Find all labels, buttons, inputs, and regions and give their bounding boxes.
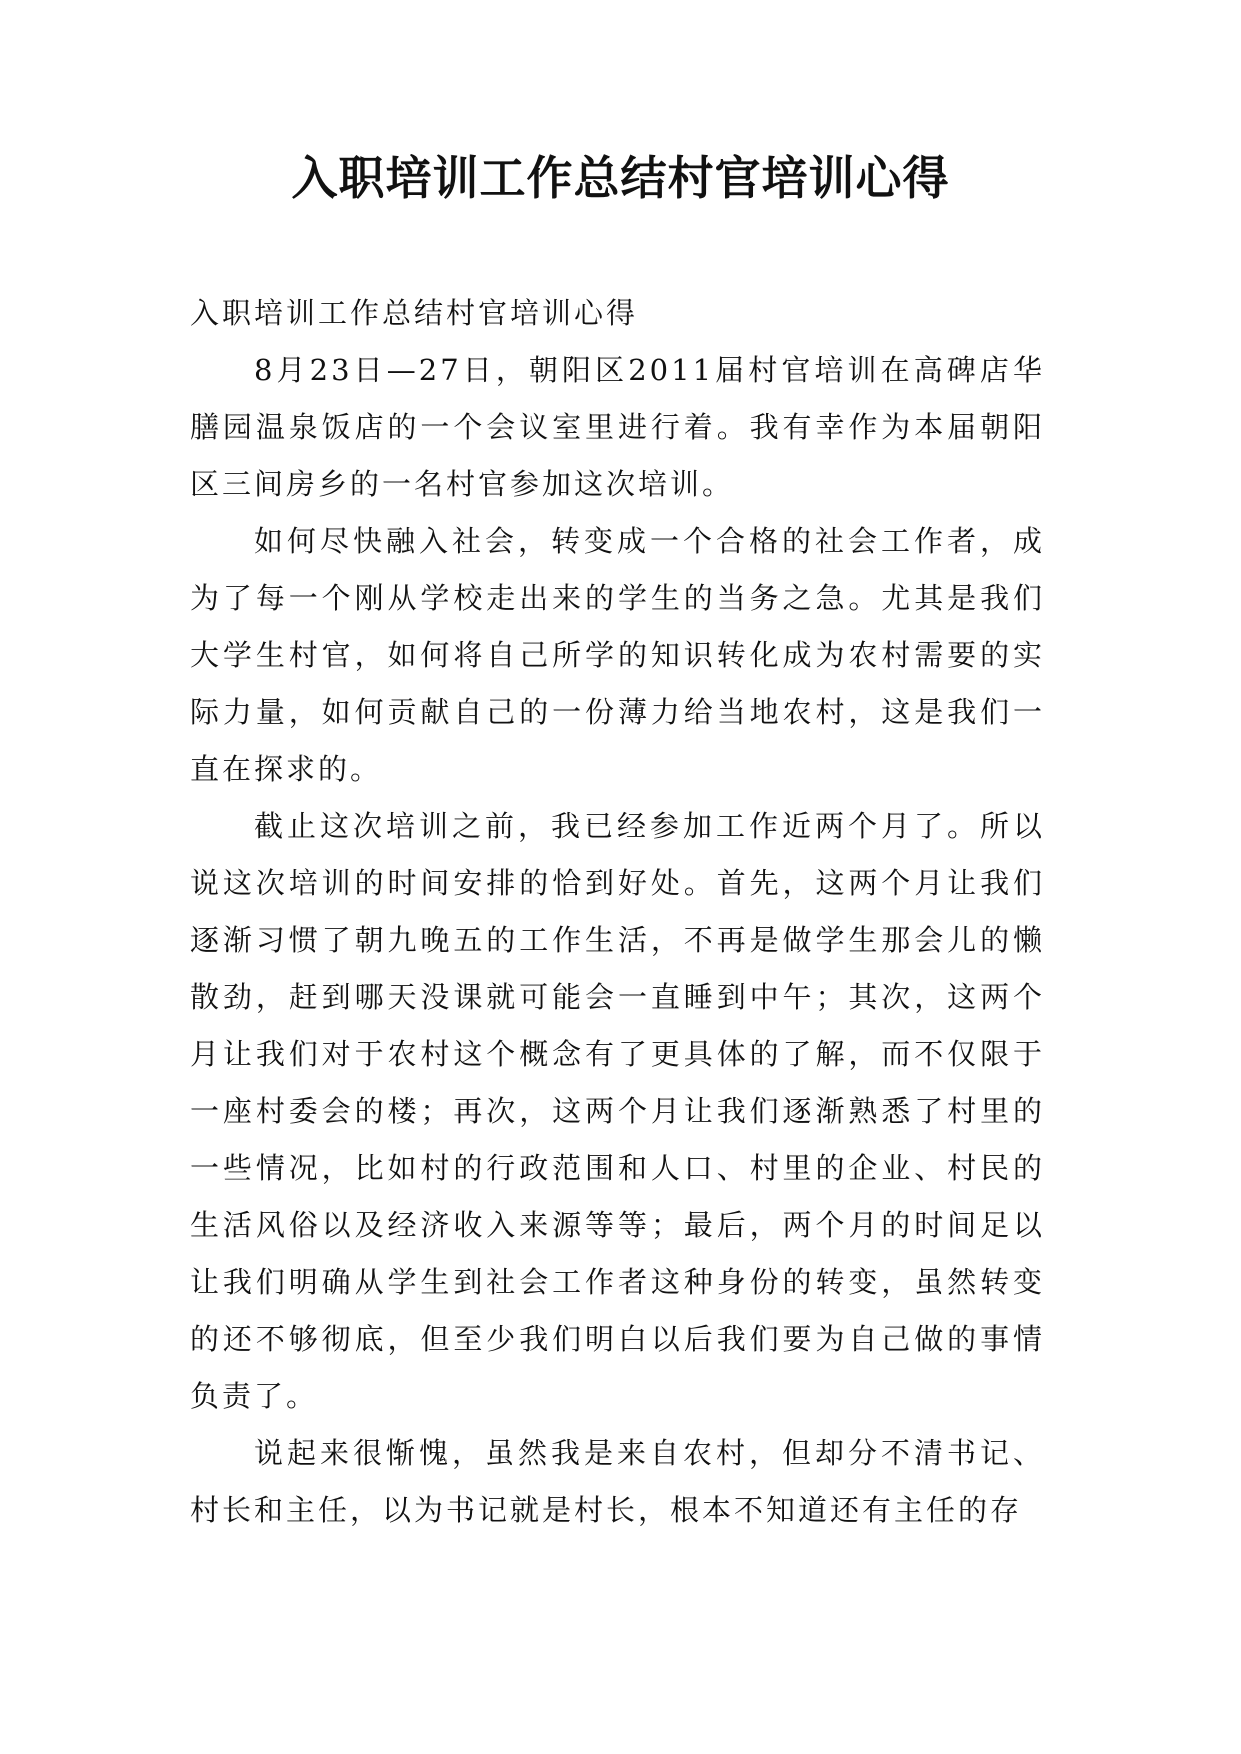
document-title: 入职培训工作总结村官培训心得 (291, 151, 950, 205)
paragraph-4: 说起来很惭愧，虽然我是来自农村，但却分不清书记、村长和主任，以为书记就是村长，根本不知道还有主任的存 (190, 1436, 1045, 1527)
paragraph-1: 8月23日—27日，朝阳区2011届村官培训在高碑店华膳园温泉饭店的一个会议室里进行着。我有幸作为本届朝阳区三间房乡的一名村官参加这次培训。 (190, 353, 1045, 501)
document-body (190, 285, 1045, 1539)
paragraph-3: 截止这次培训之前，我已经参加工作近两个月了。所以说这次培训的时间安排的恰到好处。首先，这两个月让我们逐渐习惯了朝九晚五的工作生活，不再是做学生那会儿的懒散劲，赶到哪天没课就可能会一直睡到中午；其次，这两个月让我们对于农村这个概念有了更具体的了解，而不仅限于一座村委会的楼；再次，这两个月让我们逐渐熟悉了村里的一些情况，比如村的行政范围和人口、村里的企业、村民的生活风俗以及经济收入来源等等；最后，两个月的时间足以让我们明确从学生到社会工作者这种身份的转变，虽然转变的还不够彻底，但至少我们明白以后我们要为自己做的事情负责了。 (190, 809, 1045, 1413)
paragraph-2: 如何尽快融入社会，转变成一个合格的社会工作者，成为了每一个刚从学校走出来的学生的当务之急。尤其是我们大学生村官，如何将自己所学的知识转化成为农村需要的实际力量，如何贡献自己的一份薄力给当地农村，这是我们一直在探求的。 (190, 524, 1045, 786)
document-subtitle: 入职培训工作总结村官培训心得 (190, 296, 639, 330)
